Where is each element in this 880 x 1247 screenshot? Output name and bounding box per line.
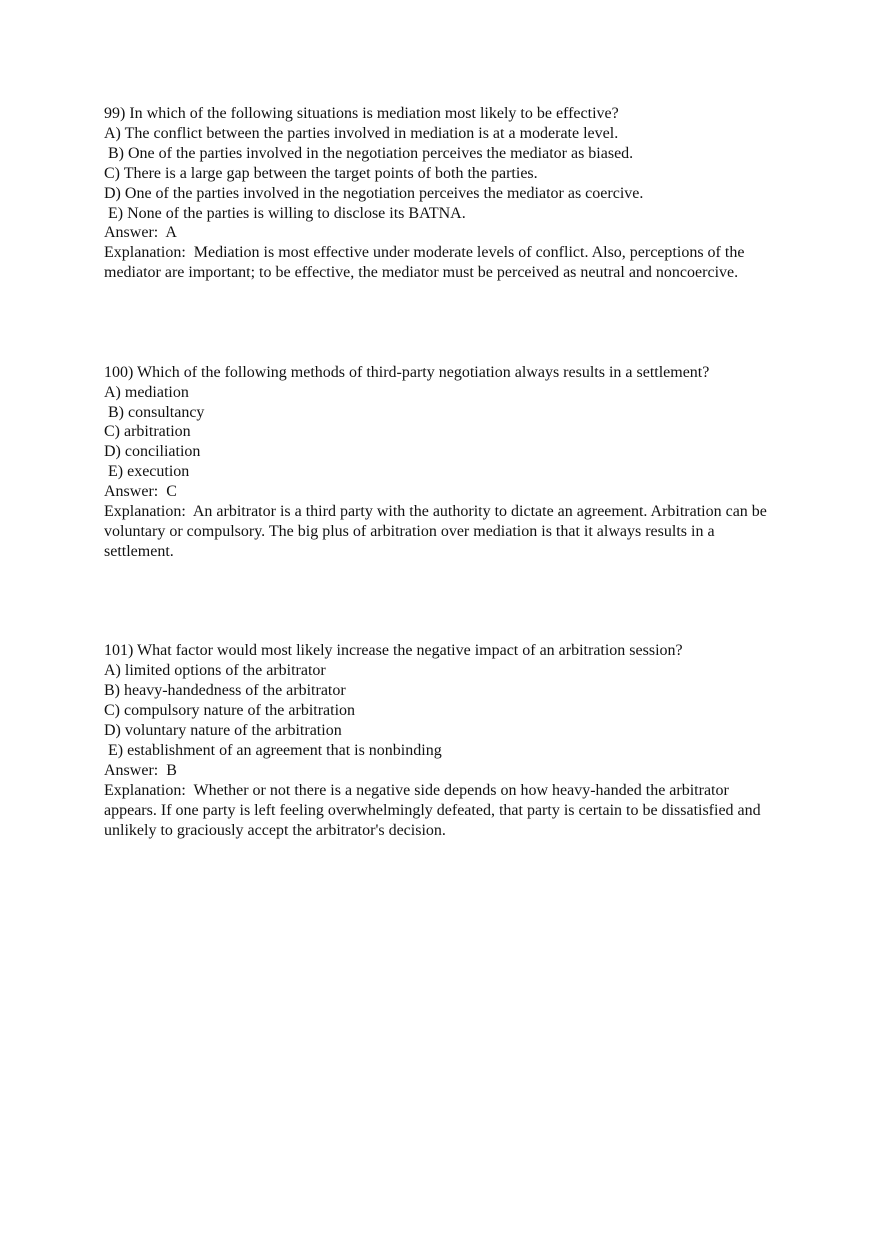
option-c: C) compulsory nature of the arbitration [104,702,356,720]
option-b: B) consultancy [104,403,205,421]
question-99 [104,104,784,283]
option-a: A) The conflict between the parties involved in mediation is at a moderate level. [104,124,619,142]
option-d: D) conciliation [104,443,201,461]
option-b: B) heavy-handedness of the arbitrator [104,682,346,700]
explanation: Explanation: Mediation is most effective under moderate levels of conflict. Also, perceptions of the mediator are important; to be effective, the mediator must be perceived as neutral and noncoercive. [104,244,749,282]
question-stem: 101) What factor would most likely increase the negative impact of an arbitration session? [104,642,683,660]
question-101 [104,641,784,840]
option-e: E) None of the parties is willing to disclose its BATNA. [104,204,466,222]
question-100 [104,363,784,562]
answer: Answer: C [104,483,177,501]
question-stem: 99) In which of the following situations is mediation most likely to be effective? [104,105,619,122]
question-stem: 100) Which of the following methods of third-party negotiation always results in a settlement? [104,363,710,381]
option-e: E) establishment of an agreement that is nonbinding [104,741,442,759]
option-d: D) voluntary nature of the arbitration [104,722,342,740]
option-a: A) mediation [104,383,189,401]
option-d: D) One of the parties involved in the negotiation perceives the mediator as coercive. [104,184,644,202]
answer: Answer: A [104,224,177,242]
explanation: Explanation: An arbitrator is a third party with the authority to dictate an agreement. Arbitration can be voluntary or compulsory. The big plus of arbitration over mediation is that it always results in a settlement. [104,503,771,560]
answer: Answer: B [104,761,177,779]
option-c: C) There is a large gap between the target points of both the parties. [104,164,538,182]
explanation: Explanation: Whether or not there is a negative side depends on how heavy-handed the arbitrator appears. If one party is left feeling overwhelmingly defeated, that party is certain to be dissatisfied and unlikely to graciously accept the arbitrator's decision. [104,781,765,839]
option-c: C) arbitration [104,423,191,441]
option-a: A) limited options of the arbitrator [104,662,326,680]
document-page [104,104,784,840]
option-e: E) execution [104,463,190,481]
option-b: B) One of the parties involved in the negotiation perceives the mediator as biased. [104,144,634,162]
